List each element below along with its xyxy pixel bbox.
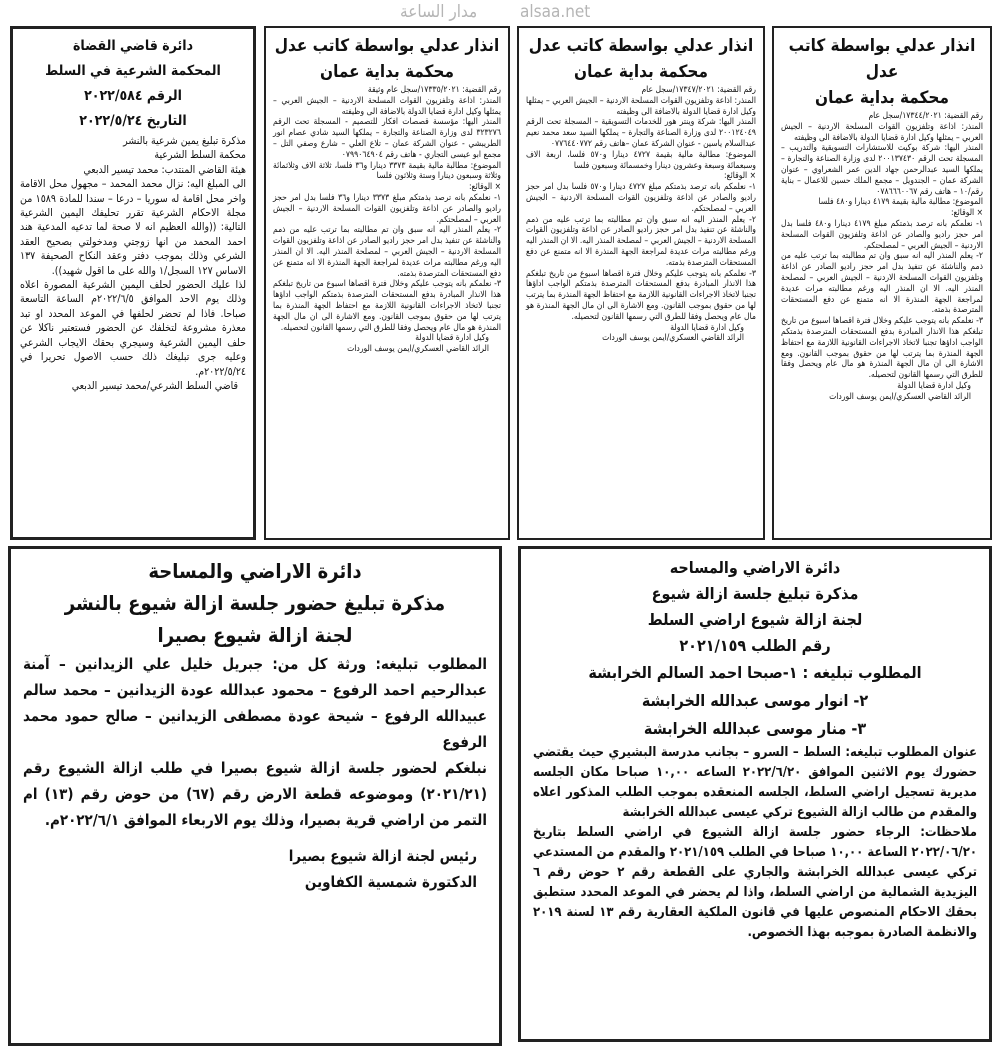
- recipient-line: ٢- انوار موسى عبدالله الخرابشة: [641, 691, 869, 710]
- fact-3: ٣- نعلمكم بانه يتوجب عليكم وخلال فترة اقصاها اسبوع من تاريخ تبلغكم هذا الانذار المبادرة بدفع المستحقات المترصدة بذمتكم الواجب اداؤها تجنبا لاتخاذ الاجراءات القانونية اللازمة مع احتفاظ الجهة المنذرة بما يترتب لها من حقوق بموجب القانون. ومع الاشارة الى ان مال الجهة المنذرة هو مال عام ويحصل وفقا للطرق التي رسمها القانون لتحصيله.: [526, 268, 756, 322]
- notice-sharia-court: [10, 26, 256, 540]
- fact-2: ٢- يعلم المنذر اليه انه سبق وان تم مطالبته بما ترتب عليه من ذمم والناشئة عن تنفيذ بدل امر حجز راديو الصادر عن اذاعة وتلفزيون القوات المسلحة الاردنية – الجيش العربي – لمصلحة المنذر اليه. الا ان المنذر اليه ورغم مطالبته مرات عديدة لمراجعة الجهة المنذرة الا انه متمنع عن دفع المستحقات المترصدة بذمته.: [273, 225, 501, 279]
- paragraph: ملاحظات: الرجاء حضور جلسة ازالة الشيوع في اراضي السلط بتاريخ ٢٠٢٢/٠٦/٢٠ الساعة ١٠,٠٠ صباحا في الطلب ٢٠٢١/١٥٩ والمقدم من المستدعي تركي عيسى عبدالله الخرابشة والجاري على القطعة رقم ٢ حوض رقم ٦ اليزيدية الشمالية من اراضي السلط، واذا لم يحضر في الموعد المحدد ستطبق بحقك الاحكام المنصوص عليها في قانون الملكية العقارية رقم ١٣ لسنة ٢٠١٩ والانظمة الصادرة بموجبه بهذا الخصوص.: [533, 825, 978, 940]
- paragraph: الموضوع: مطالبة مالية بقيمة ٤٧٢٧ دينارا و٥٧٠ فلسا، اربعة الاف وسبعمائة وسبعة وعشرون دينارا وخمسمائة وسبعون فلسا: [526, 149, 757, 171]
- notice-judicial-warning-1: [772, 26, 992, 540]
- facts-label: × الوقائع:: [723, 171, 756, 182]
- notice-subtitle: محكمة بداية عمان: [320, 62, 454, 82]
- notice-subtitle: محكمة بداية عمان: [574, 62, 708, 82]
- notice-body: [526, 85, 756, 344]
- paragraph: المنذر اليها: شركة وينتر هور للخدمات التسويقية – المسجلة تحت الرقم ٢٠٠١٢٤٠٤٩ لدى وزارة الصناعة والتجارة – يملكها السيد سعد محمد نعيم عبدالسلام ياسين - عنوان الشركة عمان –هاتف رقم ٠٧٧٦٤٤٠٧٧٢: [526, 117, 756, 149]
- fact-1: ١- نعلمكم بانه ترصد بذمتكم مبلغ ٤٧٢٧ دينارا و٥٧٠ فلسا بدل امر حجز راديو والصادر عن اذاعة وتلفزيون القوات المسلحة الاردنية – الجيش العربي – لمصلحتكم.: [526, 182, 756, 214]
- paragraph: نبلغكم لحضور جلسة ازالة شيوع بصيرا في طلب ازالة الشيوع رقم (٢٠٢١/٢١) وموضوعه قطعة الارض رقم (٦٧) من حوض رقم (١٣) ام التمر من اراضي قرية بصيرا، وذلك يوم الاربعاء الموافق ٢٠٢٢/٦/١م.: [23, 759, 487, 829]
- notice-body: [273, 85, 501, 355]
- paragraph-list: [781, 111, 983, 208]
- paragraph: الى المبلغ اليه: نزال محمد المحمد – مجهول محل الاقامة واخر محل اقامة له سوريا – درعا – سندا للمادة ١٥٨٩ من مجلة الاحكام الشرعية تقرر تحليفك اليمين الشرعية التالية: ((والله العظيم انه لا صحة لما تدعيه المدعية هند احمد المحمد من انها زوجتي ومدخولتي بصحيح العقد الشرعي وذلك بموجب دفتر وعقد النكاح الصحيفة ١٣٧ الاساس ١٢٧ السجل/١ والله على ما اقول شهيد)).: [20, 178, 246, 277]
- notice-heading: لجنة ازالة شيوع بصيرا: [157, 623, 353, 647]
- paragraph: رقم القضية: ١٧٣٤٧/٢٠٢١/سجل عام: [641, 85, 756, 95]
- notice-land-partition-busaira: [8, 546, 502, 1046]
- signature-judge: الرائد القاضي العسكري/ايمن يوسف الوردات: [829, 391, 971, 402]
- notice-heading-list: [20, 34, 246, 134]
- signature-judge: قاضي السلط الشرعي/محمد تيسير الدبعي: [71, 379, 238, 392]
- recipient-line: ٣- منار موسى عبدالله الخرابشة: [643, 719, 867, 738]
- notice-title: انذار عدلي بواسطة كاتب عدل: [274, 36, 500, 56]
- fact-1: ١- نعلمكم بانه ترصد بذمتكم مبلغ ٤١٧٩ دينارا و٤٨٠ فلسا بدل امر حجز راديو والصادر عن اذاعة وتلفزيون القوات المسلحة الاردنية – الجيش العربي – لمصلحتكم.: [781, 218, 983, 251]
- paragraph: المنذر: اذاعة وتلفزيون القوات المسلحة الاردنية – الجيش العربي – يمثلها وكيل ادارة قضايا الدولة بالاضافة الى وظيفته: [273, 95, 501, 117]
- notice-heading: المحكمة الشرعية في السلط: [45, 63, 221, 79]
- notice-title: انذار عدلي بواسطة كاتب عدل: [788, 36, 976, 82]
- paragraph: المنذر اليها: شركة بوكيت للاستشارات التسويقية والتدريب – المسجلة تحت الرقم ٢٠٠١٣٧٤٣٠ لدى وزارة الصناعة والتجارة – يملكها السيد عبدالرحمن جهاد الدين عمر الشعراوي – عنوان الشركة عمان – الجندويل – مجمع الملك حسين للاعمال – بناية رقم/١٠ – هاتف رقم ٠٧٨٦٦٦٠٠٦٧: [781, 143, 983, 197]
- paragraph: الموضوع: مطالبة مالية بقيمة ٣٣٧٣ دينارا و٣٦ فلسا، ثلاثة الاف وثلاثمائة وثلاثة وسبعون دينارا وستة وثلاثون فلسا: [273, 160, 502, 182]
- paragraph-list: [23, 651, 487, 833]
- notice-heading-list: [533, 555, 977, 659]
- notice-heading: لجنة ازالة شيوع اراضي السلط: [647, 610, 863, 629]
- notice-subtitle: محكمة بداية عمان: [815, 88, 949, 108]
- notice-land-partition-salt: [518, 546, 992, 1042]
- notice-title: انذار عدلي بواسطة كاتب عدل: [528, 36, 754, 56]
- notice-body: [533, 743, 977, 943]
- notice-heading: التاريخ ٢٠٢٢/٥/٢٤: [79, 113, 187, 129]
- notice-body: [23, 651, 487, 895]
- paragraph: عنوان المطلوب تبليغه: السلط – السرو – بجانب مدرسة البشيري حيث يقتضي حضورك يوم الاثنين الموافق ٢٠٢٢/٦/٢٠ الساعه ١٠,٠٠ صباحا مكان الجلسه مديرية تسجيل اراضي السلط، الجلسه المنعقده بموجب الطلب المذكور اعلاه والمقدم من طالب ازالة الشيوع تركي عيسى عبدالله الخرابشة: [533, 745, 977, 820]
- paragraph: لذا عليك الحضور لحلف اليمين الشرعية المصورة اعلاه وذلك يوم الاحد الموافق ٢٠٢٢/٦/٥م الساعة التاسعة صباحا. فاذا لم تحضر لحلفها في الموعد المحدد او تبد معذرة مشروعة لتخلفك عن الحضور فستعتبر ناكلا عن حلف اليمين الشرعية وسيجري بحقك الايجاب الشرعي وعليه جرى تبليغك ذلك حسب الاصول تحريرا في ٢٠٢٢/٥/٢٤م.: [20, 279, 247, 378]
- notice-body: [20, 134, 246, 393]
- paragraph: المنذر اليها: مؤسسة قصصات افكار للتصميم - المسجلة تحت الرقم ٣٢٣٢٧٦ لدى وزارة الصناعة والتجارة – يملكها السيد شادي عصام انور الطريبشي - عنوان الشركة عمان – تلاع العلي – شارع وصفي التل – مجمع ابو عيسى التجاري - هاتف رقم ٠٧٩٩٠٦٤٩٠٤: [273, 117, 501, 160]
- notice-heading: رقم الطلب ٢٠٢١/١٥٩: [679, 636, 831, 655]
- recipient-line-list: [533, 659, 977, 743]
- notice-judicial-warning-2: [517, 26, 765, 540]
- paragraph: المطلوب تبليغه: ورثة كل من: جبريل خليل علي الزيدانين – آمنة عبدالرحيم احمد الرفوع – محمود عبدالله عودة الزيدانين – محمد سالم عبيدالله الرفوع – شيحة عودة مصطفى الزيدانين – صالح حمود محمد الرفوع: [23, 655, 487, 751]
- recipient-line: المطلوب تبليغه : ١-صبحا احمد السالم الخرابشة: [588, 663, 922, 682]
- fact-3: ٣- نعلمكم بانه يتوجب عليكم وخلال فترة اقصاها اسبوع من تاريخ تبلغكم هذا الانذار المبادرة بدفع المستحقات المترصدة بذمتكم الواجب اداؤها تجنبا لاتخاذ الاجراءات القانونية اللازمة مع احتفاظ الجهة المنذرة بما يترتب لها من حقوق بموجب القانون. ومع الاشارة الى ان مال الجهة المنذرة هو مال عام ويحصل وفقا للطرق التي رسمها القانون لتحصيله.: [781, 316, 983, 381]
- notice-body: [781, 111, 983, 403]
- facts-label: × الوقائع:: [950, 208, 983, 219]
- fact-3: ٣- نعلمكم بانه يتوجب عليكم وخلال فترة اقصاها اسبوع من تاريخ تبلغكم هذا الانذار المبادرة بدفع المستحقات المترصدة بذمتكم الواجب اداؤها تجنبا لاتخاذ الاجراءات القانونية اللازمة مع احتفاظ الجهة المنذرة بما يترتب لها من حقوق بموجب القانون. ومع الاشارة الى ان مال الجهة المنذرة هو مال عام ويحصل وفقا للطرق التي رسمها القانون لتحصيله.: [273, 279, 501, 333]
- notice-heading: دائرة قاضي القضاة: [72, 38, 194, 54]
- watermark-arabic: مدار الساعة: [400, 2, 478, 22]
- notice-judicial-warning-3: [264, 26, 510, 540]
- paragraph: رقم القضية: ١٧٣٣٥/٢٠٢١/سجل عام وثيقة: [367, 85, 501, 95]
- signature-agent: وكيل ادارة قضايا الدولة: [897, 380, 971, 391]
- paragraph-list: [20, 134, 246, 379]
- paragraph: رقم القضية: ١٧٣٤٤/٢٠٢١/سجل عام: [868, 111, 983, 121]
- paragraph: مذكرة تبليغ يمين شرعية بالنشر: [123, 135, 246, 147]
- facts-label: × الوقائع:: [468, 182, 501, 193]
- signature-agent: وكيل ادارة قضايا الدولة: [415, 333, 489, 344]
- notice-heading: دائرة الاراضي والمساحة: [148, 559, 362, 583]
- paragraph: الموضوع: مطالبة مالية بقيمة ٤١٧٩ دينارا و٤٨٠ فلسا: [818, 197, 983, 208]
- signature-line: رئيس لجنة ازالة شيوع بصيرا: [288, 847, 477, 865]
- paragraph-list: [526, 85, 756, 171]
- notice-heading: دائرة الاراضي والمساحه: [669, 558, 841, 577]
- signature-judge: الرائد القاضي العسكري/ايمن يوسف الوردات: [602, 333, 744, 344]
- notice-heading: مذكرة تبليغ جلسة ازالة شيوع: [651, 584, 859, 603]
- paragraph: محكمة السلط الشرعية: [154, 149, 246, 162]
- paragraph: المنذر: اذاعة وتلفزيون القوات المسلحة الاردنية – الجيش العربي – يمثلها وكيل ادارة قضايا الدولة بالاضافة الى وظيفته: [526, 95, 756, 117]
- paragraph-list: [273, 85, 501, 182]
- signature-judge: الرائد القاضي العسكري/ايمن يوسف الوردات: [347, 344, 489, 355]
- paragraph: المنذر: اذاعة وتلفزيون القوات المسلحة الاردنية – الجيش العربي – يمثلها وكيل ادارة قضايا الدولة بالاضافة الى وظيفته: [781, 121, 983, 143]
- notice-heading-list: [23, 555, 487, 651]
- signature-agent: وكيل ادارة قضايا الدولة: [670, 322, 744, 333]
- watermark-latin: alsaa.net: [520, 2, 591, 22]
- fact-1: ١- نعلمكم بانه ترصد بذمتكم مبلغ ٣٣٧٣ دينارا و٣٦ فلسا بدل امر حجز راديو والصادر عن اذاعة وتلفزيون القوات المسلحة الاردنية – الجيش العربي – لمصلحتكم.: [273, 192, 502, 225]
- notice-heading: مذكرة تبليغ حضور جلسة ازالة شيوع بالنشر: [64, 591, 446, 615]
- signature-line-list: [23, 843, 487, 895]
- notice-heading: الرقم ٢٠٢٢/٥٨٤: [84, 88, 182, 104]
- paragraph-list: [533, 743, 977, 943]
- signature-line: الدكتورة شمسية الكفاوين: [304, 873, 477, 891]
- fact-2: ٢- يعلم المنذر اليه انه سبق وان تم مطالبته بما ترتب عليه من ذمم والناشئة عن تنفيذ بدل امر حجز راديو الصادر عن اذاعة وتلفزيون القوات المسلحة الاردنية – الجيش العربي – لمصلحة المنذر اليه. الا ان المنذر اليه ورغم مطالبته مرات عديدة لمراجعة الجهة المنذرة الا انه متمنع عن دفع المستحقات المترصدة بذمته.: [781, 251, 983, 316]
- fact-2: ٢- يعلم المنذر اليه انه سبق وان تم مطالبته بما ترتب عليه من ذمم والناشئة عن تنفيذ بدل امر حجز راديو الصادر عن اذاعة وتلفزيون القوات المسلحة الاردنية – الجيش العربي – لمصلحة المنذر اليه. الا ان المنذر اليه ورغم مطالبته مرات عديدة لمراجعة الجهة المنذرة الا انه متمنع عن دفع المستحقات المترصدة بذمته.: [526, 214, 756, 268]
- paragraph: هيئة القاضي المنتدب: محمد تيسير الدبعي: [83, 163, 246, 176]
